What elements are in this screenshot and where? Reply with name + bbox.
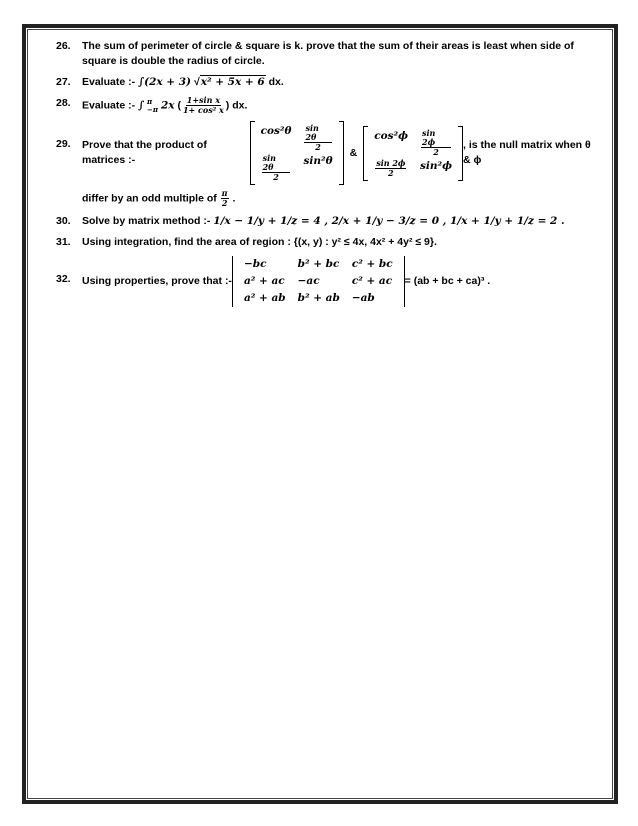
question-number: 27. (56, 76, 71, 88)
det-cell: c² + bc (351, 258, 393, 270)
matrix-theta (250, 121, 344, 185)
matrix-cell: cos²θ (260, 125, 292, 137)
det-cell: −ab (351, 292, 375, 304)
upper-limit: π (147, 96, 153, 106)
matrix-cell: sin²ϕ (420, 159, 453, 172)
question-label: Evaluate :- (82, 76, 139, 88)
question-label: Evaluate :- (82, 99, 139, 112)
matrix-cell: cos²ϕ (374, 129, 409, 142)
det-cell: −ac (297, 275, 320, 287)
question-number: 32. (56, 273, 71, 285)
question-number: 28. (56, 97, 71, 109)
matrix-cell: sin 2θ (262, 154, 291, 173)
matrix-cell: sin 2θ (304, 124, 331, 143)
det-cell: b² + bc (297, 258, 340, 270)
equation-system: 1/x − 1/y + 1/z = 4 , 2/x + 1/y − 3/z = 0 , 1/x + 1/y + 1/z = 2 . (213, 215, 565, 227)
question-number: 30. (56, 215, 71, 227)
det-cell: a² + ac (243, 275, 285, 287)
question-text: The sum of perimeter of circle & square is k. prove that the sum of their areas is least when side of square is double the radius of circle. (82, 40, 574, 67)
det-cell: b² + ab (297, 292, 340, 304)
question-tail: = (ab + bc + ca)³ . (404, 275, 491, 287)
coefficient: 2x (160, 99, 175, 112)
question-list (56, 39, 601, 313)
question-text: Using integration, find the area of region : {(x, y) : y² ≤ 4x, 4x² + 4y² ≤ 9}. (82, 236, 437, 248)
question-29 (56, 121, 601, 208)
matrix-phi (363, 126, 463, 181)
matrix-cell: 2 (388, 167, 394, 178)
pi-numerator: π (221, 188, 228, 198)
ampersand: & (349, 146, 358, 159)
integral-expression: ∫(2x + 3) (138, 76, 192, 88)
matrix-cell: 2 (273, 172, 279, 182)
matrix-cell: sin²θ (303, 155, 333, 167)
question-label: Prove that the product of matrices :- (82, 139, 207, 166)
question-number: 31. (56, 236, 71, 248)
question-31 (56, 235, 601, 250)
question-label: Using properties, prove that :- (82, 275, 232, 287)
matrix-cell: 2 (315, 142, 321, 152)
question-32 (56, 256, 601, 307)
question-26 (56, 39, 601, 69)
determinant (232, 256, 405, 307)
matrix-cell: sin 2ϕ (376, 157, 406, 168)
fraction-denominator: 1+ cos² x (182, 105, 224, 115)
det-cell: −bc (243, 258, 267, 270)
root-expression: x² + 5x + 6 (200, 76, 265, 88)
question-label: Solve by matrix method :- (82, 215, 214, 227)
fraction-numerator: 1+sin x (186, 95, 220, 105)
question-tail: , is the null matrix when θ & ϕ (463, 139, 591, 166)
question-number: 26. (56, 40, 71, 52)
question-number: 29. (56, 138, 71, 150)
integral-sign: ∫ (138, 99, 145, 112)
lower-limit: −π (147, 104, 159, 114)
question-tail: dx. (232, 99, 248, 112)
pi-denominator: 2 (221, 198, 228, 208)
period: . (232, 192, 236, 205)
question-line2: differ by an odd multiple of (82, 192, 217, 205)
question-30 (56, 214, 601, 229)
det-cell: a² + ab (243, 292, 286, 304)
question-tail: dx. (268, 76, 284, 88)
matrix-cell: sin 2ϕ (421, 129, 451, 148)
question-27: 27. Evaluate :- ∫(2x + 3) √x² + 5x + 6 dx. (56, 76, 284, 88)
matrix-cell: 2 (433, 146, 439, 157)
det-cell: c² + ac (351, 275, 393, 287)
question-28: 28. Evaluate :- ∫ π −π 2x ( $\frac{\text{1+sin x}}{\text{1+ cos² x}}$ ) dx. (56, 95, 248, 115)
